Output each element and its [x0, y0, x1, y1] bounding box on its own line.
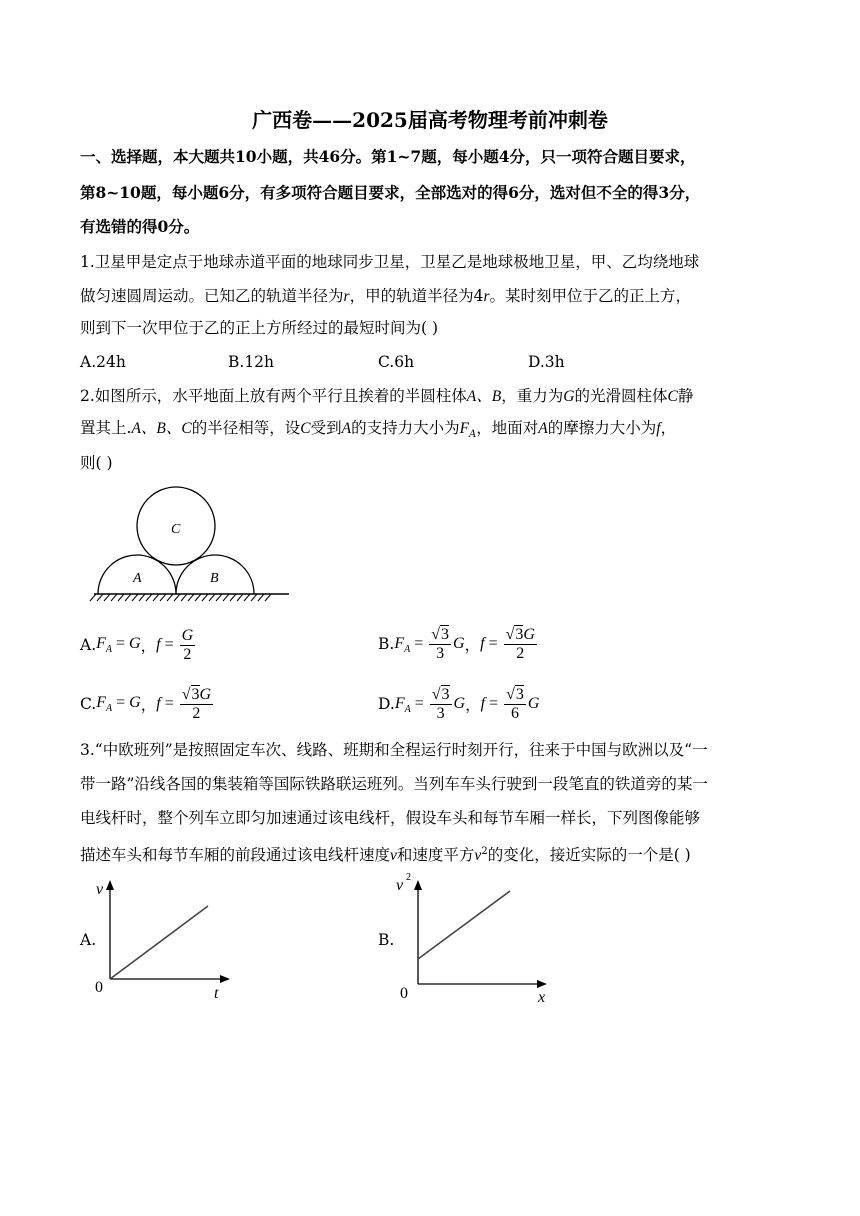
svg-text:2: 2	[406, 872, 411, 883]
q3-stem-line-3: 电线杆时，整个列车立即匀加速通过该电线杆，假设车头和每节车厢一样长，下列图像能够	[80, 809, 701, 827]
q1-option-b: B.12h	[228, 353, 275, 371]
q3-stem-line-4: 描述车头和每节车厢的前段通过该电线杆速度v和速度平方$v^2$的变化，接近实际的一个是( )	[80, 846, 691, 865]
q1-option-d: D.3h	[528, 353, 565, 371]
q3-graph-b	[392, 866, 562, 1008]
section-heading-line-2: 第8~10题，每小题6分，有多项符合题目要求，全部选对的得6分，选对但不全的得3分，	[80, 183, 701, 202]
q1-stem-line-1: 1.卫星甲是定点于地球赤道平面的地球同步卫星，卫星乙是地球极地卫星，甲、乙均绕地球	[80, 253, 700, 271]
q2-stem-line-3: 则( )	[80, 454, 113, 472]
q2-cylinders-figure	[86, 483, 291, 605]
svg-text:0: 0	[400, 985, 408, 1002]
q2-stem-line-1: 2.如图所示，水平地面上放有两个平行且挨着的半圆柱体A、B，重力为G的光滑圆柱体C静	[80, 387, 694, 405]
section-heading-line-1: 一、选择题，本大题共10小题，共46分。第1~7题，每小题4分，只一项符合题目要求，	[80, 147, 696, 166]
svg-text:t: t	[214, 985, 219, 1002]
q3-stem-line-1: 3.“中欧班列”是按照固定车次、线路、班期和全程运行时刻开行，往来于中国与欧洲以及“一	[80, 741, 708, 759]
q2-option-c: C. $F_A = G$ ， f = $\frac{√3G}{2}$	[80, 685, 212, 722]
graph-b-line	[418, 891, 510, 959]
svg-text:C: C	[171, 522, 181, 537]
graph-a-line	[110, 906, 208, 979]
svg-text:0: 0	[95, 979, 103, 996]
q3-option-b-label: B.	[378, 931, 395, 949]
section-heading-line-3: 有选错的得0分。	[80, 217, 200, 236]
q2-option-a: A. $F_A = G$ ， f = $\frac{G}{2}$	[80, 626, 194, 663]
q1-stem-line-2: 做匀速圆周运动。已知乙的轨道半径为r，甲的轨道半径为4r。某时刻甲位于乙的正上方，	[80, 287, 691, 305]
svg-text:B: B	[210, 571, 219, 586]
q1-option-c: C.6h	[378, 353, 415, 371]
q2-option-d: D. $F_A$ = $\frac{√3}{3}$ G ， f = $\frac{√3}{6}$ G	[378, 685, 540, 722]
q2-stem-line-2: 置其上.A、B、C的半径相等，设C受到A的支持力大小为$F_A$，地面对A的摩擦力大小为f，	[80, 419, 677, 440]
q1-stem-line-3: 则到下一次甲位于乙的正上方所经过的最短时间为( )	[80, 319, 439, 337]
q3-graph-a	[90, 874, 250, 1002]
q2-option-b: B. $F_A$ = $\frac{√3}{3}$ G ， f = $\frac{√3G}{2}$	[378, 625, 535, 662]
q1-option-a: A.24h	[80, 353, 126, 371]
q3-option-a-label: A.	[80, 931, 97, 949]
page-title: 广西卷——2025届高考物理考前冲刺卷	[252, 108, 608, 132]
svg-text:v: v	[96, 881, 104, 898]
svg-text:A: A	[133, 571, 142, 586]
q3-stem-line-2: 带一路”沿线各国的集装箱等国际铁路联运班列。当列车车头行驶到一段笔直的铁道旁的某一	[80, 775, 708, 793]
svg-text:v: v	[396, 877, 404, 894]
svg-text:x: x	[538, 989, 546, 1006]
